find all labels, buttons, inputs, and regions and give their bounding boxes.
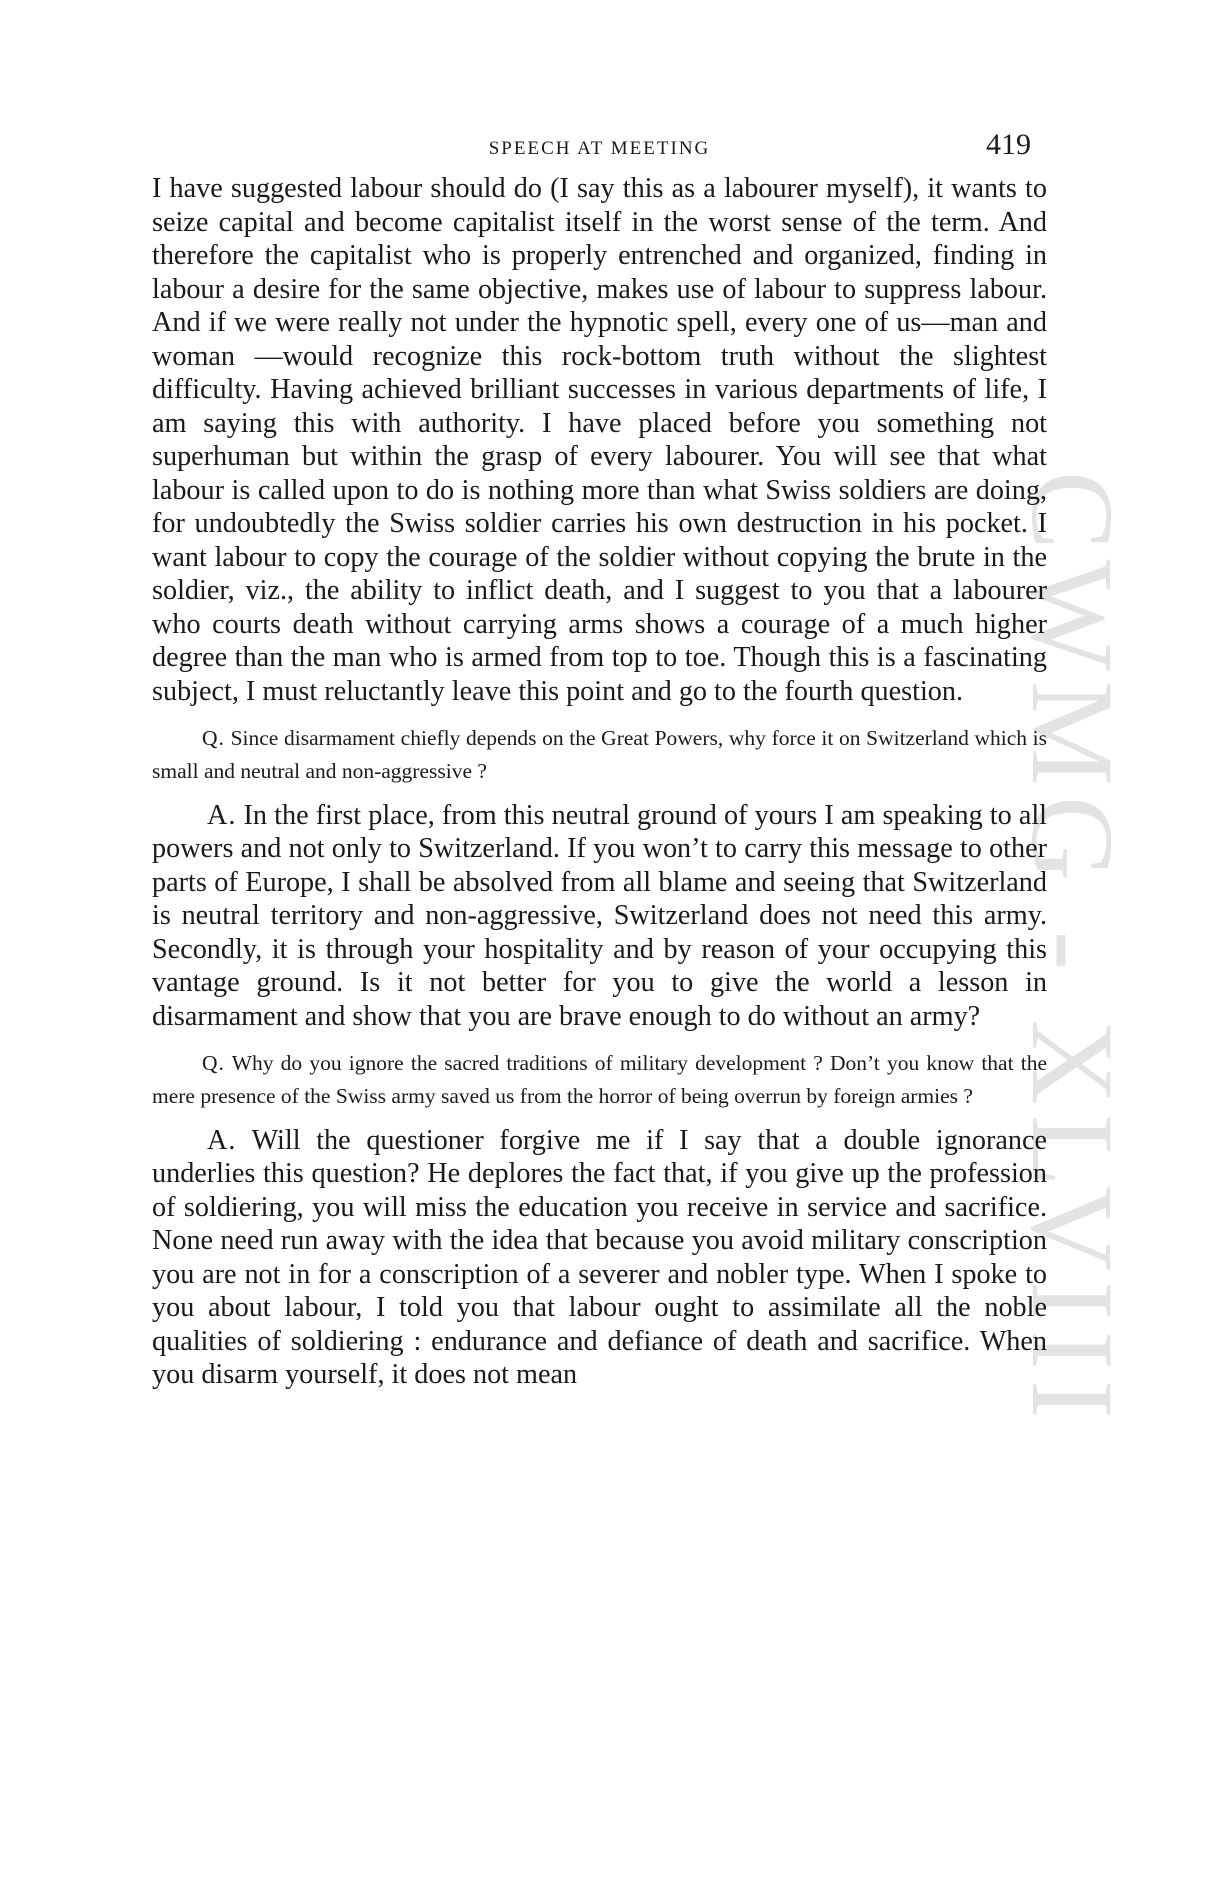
question-4	[152, 722, 1047, 789]
page-number: 419	[986, 128, 1031, 161]
running-head: SPEECH AT MEETING	[488, 138, 711, 159]
answer-text: Will the questioner forgive me if I say that a double ignorance underlies this question? He deplores the fact that, if you give up the profession of soldiering, you will miss the education you receive in service and sacrifice. None need run away with the idea that because you avoid military conscription you are not in for a conscription of a severer and nobler type. When I spoke to you about labour, I told you that labour ought to assimilate all the noble qualities of soldiering : endurance and defiance of death and sacrifice. When you disarm yourself, it does not mean	[152, 1124, 1047, 1391]
paragraph-continuation	[152, 172, 1047, 708]
answer-text: In the first place, from this neutral ground of yours I am speaking to all powers and not only to Switzerland. If you won’t to carry this message to other parts of Europe, I shall be absolved from all blame and seeing that Switzerland is neutral territory and non-aggressive, Switzerland does not need this army. Secondly, it is through your hospitality and by reason of your occupying this vantage ground. Is it not better for you to give the world a lesson in disarmament and show that you are brave enough to do without an army?	[152, 799, 1048, 1032]
page-header	[152, 128, 1047, 172]
paragraph-text: I have suggested labour should do (I say this as a labourer myself), it wants to seize capital and become capitalist itself in the worst sense of the term. And therefore the capitalist who is properly entrenched and organized, finding in labour a desire for the same objective, makes use of labour to suppress labour. And if we were really not under the hypnotic spell, every one of us—man and woman —would recognize this rock-bottom truth without the slightest difficulty. Having achieved brilliant successes in various departments of life, I am saying this with authority. I have placed before you something not superhuman but within the grasp of every labourer. You will see that what labour is called upon to do is nothing more than what Swiss soldiers are doing, for undoubtedly the Swiss soldier carries his own destruction in his pocket. I want labour to copy the courage of the soldier without copying the brute in the soldier, viz., the ability to inflict death, and I suggest to you that a labourer who courts death without carrying arms shows a courage of a much higher degree than the man who is armed from top to toe. Though this is a fascinating subject, I must reluctantly leave this point and go to the fourth question.	[152, 173, 1047, 707]
answer-4	[152, 799, 1047, 1034]
page	[152, 128, 1047, 1392]
answer-marker: A.	[207, 1124, 237, 1156]
answer-5	[152, 1124, 1047, 1392]
question-marker: Q.	[202, 1051, 225, 1076]
question-text: Why do you ignore the sacred traditions of military development ? Don’t you know that the mere presence of the Swiss army saved us from the horror of being overrun by foreign armies ?	[152, 1051, 1047, 1109]
watermark-text: CWMG - XLVIII	[1007, 470, 1139, 1430]
answer-marker: A.	[207, 799, 237, 831]
question-marker: Q.	[202, 726, 225, 750]
question-text: Since disarmament chiefly depends on the Great Powers, why force it on Switzerland which is small and neutral and non-aggressive ?	[152, 726, 1047, 784]
question-5	[152, 1047, 1047, 1114]
